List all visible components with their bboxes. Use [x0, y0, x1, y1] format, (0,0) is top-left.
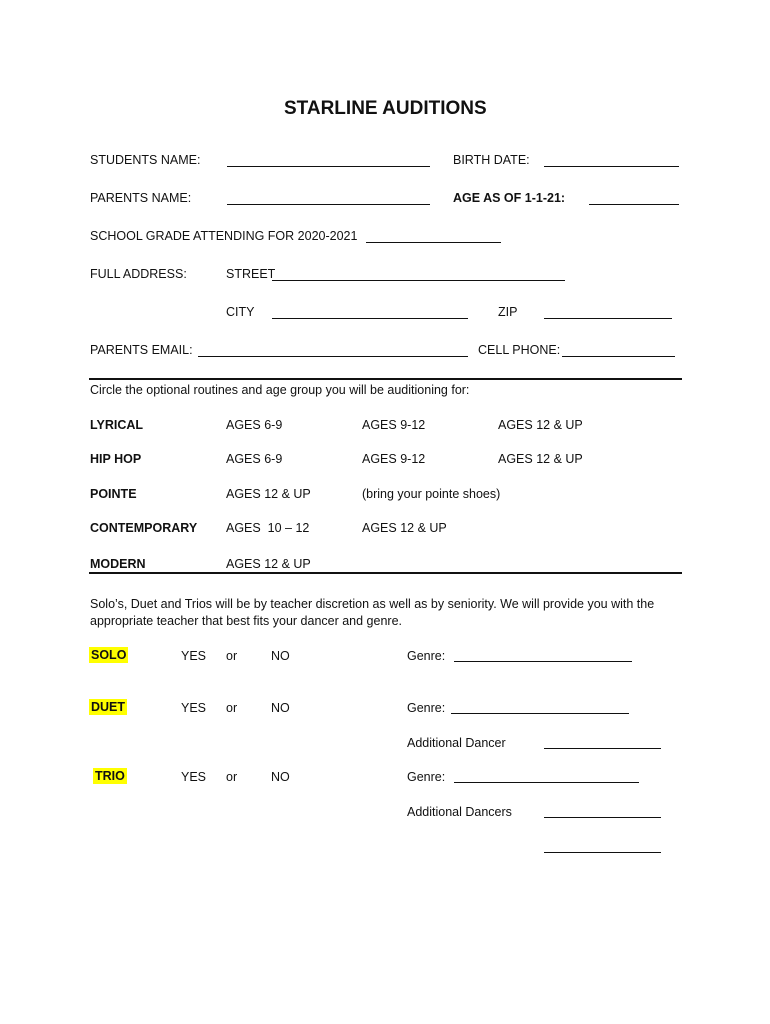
students-name-label: STUDENTS NAME:	[90, 153, 201, 167]
duet-genre-field[interactable]	[451, 713, 629, 714]
trio-no[interactable]: NO	[271, 770, 290, 784]
modern-ages-12-up[interactable]: AGES 12 & UP	[226, 557, 311, 571]
solo-note-line-1: Solo’s, Duet and Trios will be by teacher discretion as well as by seniority. We will provide you with the	[90, 597, 655, 611]
hip-hop-ages-12-up[interactable]: AGES 12 & UP	[498, 452, 583, 466]
lyrical-ages-9-12[interactable]: AGES 9-12	[362, 418, 426, 432]
hip-hop-ages-6-9[interactable]: AGES 6-9	[226, 452, 283, 466]
trio-additional-dancers-label: Additional Dancers	[407, 805, 512, 819]
duet-genre-label: Genre:	[407, 701, 446, 715]
duet-label: DUET	[91, 700, 126, 714]
solo-no[interactable]: NO	[271, 649, 290, 663]
duet-additional-dancer-label: Additional Dancer	[407, 736, 506, 750]
routine-pointe[interactable]: POINTE	[90, 487, 137, 501]
parents-email-field[interactable]	[198, 356, 468, 357]
trio-additional-dancer-field-2[interactable]	[544, 852, 661, 853]
parents-name-field[interactable]	[227, 204, 430, 205]
solo-genre-label: Genre:	[407, 649, 446, 663]
street-field[interactable]	[272, 280, 565, 281]
duet-no[interactable]: NO	[271, 701, 290, 715]
section-divider-bottom	[89, 572, 682, 574]
solo-yes[interactable]: YES	[181, 649, 207, 663]
routine-modern[interactable]: MODERN	[90, 557, 146, 571]
solo-genre-field[interactable]	[454, 661, 632, 662]
page-title: STARLINE AUDITIONS	[284, 98, 487, 119]
city-field[interactable]	[272, 318, 468, 319]
students-name-field[interactable]	[227, 166, 430, 167]
age-field[interactable]	[589, 204, 679, 205]
parents-email-label: PARENTS EMAIL:	[90, 343, 193, 357]
section-divider-top	[89, 378, 682, 380]
duet-or: or	[226, 701, 238, 715]
solo-label: SOLO	[91, 648, 127, 662]
trio-or: or	[226, 770, 238, 784]
routine-hip-hop[interactable]: HIP HOP	[90, 452, 142, 466]
city-label: CITY	[226, 305, 255, 319]
parents-name-label: PARENTS NAME:	[90, 191, 192, 205]
street-label: STREET	[226, 267, 276, 281]
contemporary-ages-12-up[interactable]: AGES 12 & UP	[362, 521, 447, 535]
routine-lyrical[interactable]: LYRICAL	[90, 418, 144, 432]
zip-label: ZIP	[498, 305, 518, 319]
duet-additional-dancer-field[interactable]	[544, 748, 661, 749]
pointe-shoes-note: (bring your pointe shoes)	[362, 487, 501, 501]
hip-hop-ages-9-12[interactable]: AGES 9-12	[362, 452, 426, 466]
birth-date-field[interactable]	[544, 166, 679, 167]
cell-phone-field[interactable]	[562, 356, 675, 357]
trio-genre-label: Genre:	[407, 770, 446, 784]
trio-genre-field[interactable]	[454, 782, 639, 783]
lyrical-ages-6-9[interactable]: AGES 6-9	[226, 418, 283, 432]
birth-date-label: BIRTH DATE:	[453, 153, 530, 167]
lyrical-ages-12-up[interactable]: AGES 12 & UP	[498, 418, 583, 432]
contemporary-ages-10-12[interactable]: AGES 10 – 12	[226, 521, 310, 535]
trio-additional-dancer-field-1[interactable]	[544, 817, 661, 818]
routine-contemporary[interactable]: CONTEMPORARY	[90, 521, 198, 535]
trio-label: TRIO	[95, 769, 125, 783]
full-address-label: FULL ADDRESS:	[90, 267, 187, 281]
pointe-ages-12-up[interactable]: AGES 12 & UP	[226, 487, 311, 501]
solo-note-line-2: appropriate teacher that best fits your dancer and genre.	[90, 614, 402, 628]
zip-field[interactable]	[544, 318, 672, 319]
routines-instruction: Circle the optional routines and age group you will be auditioning for:	[90, 383, 470, 397]
school-grade-field[interactable]	[366, 242, 501, 243]
trio-yes[interactable]: YES	[181, 770, 207, 784]
cell-phone-label: CELL PHONE:	[478, 343, 561, 357]
duet-yes[interactable]: YES	[181, 701, 207, 715]
solo-or: or	[226, 649, 238, 663]
age-as-of-label: AGE AS OF 1-1-21:	[453, 191, 566, 205]
school-grade-label: SCHOOL GRADE ATTENDING FOR 2020-2021	[90, 229, 358, 243]
